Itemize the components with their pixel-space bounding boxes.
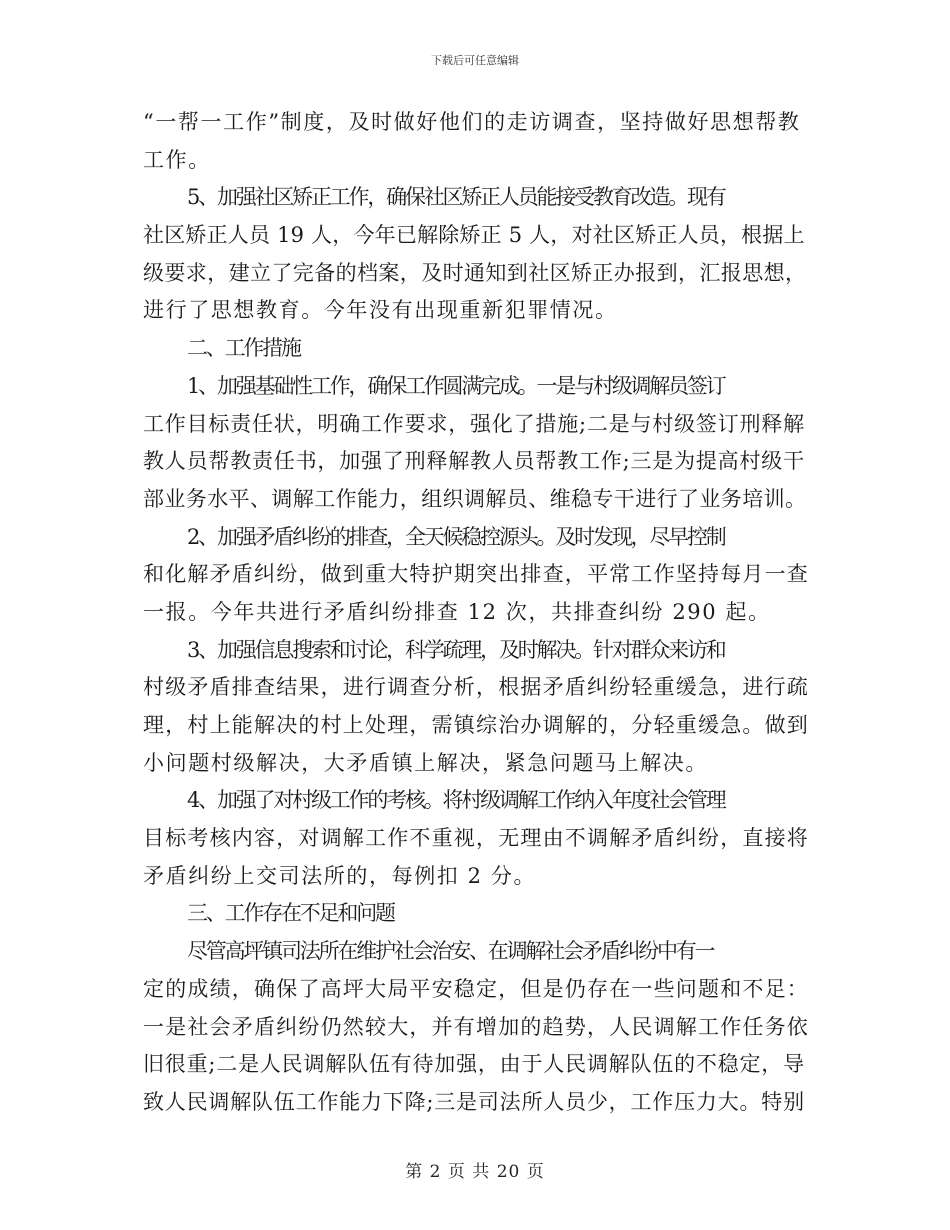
- text-line: 一是社会矛盾纠纷仍然较大，并有增加的趋势，人民调解工作任务依: [143, 1014, 809, 1039]
- page-footer: [0, 1157, 950, 1182]
- text-line: 旧很重;二是人民调解队伍有待加强，由于人民调解队伍的不稳定，导: [143, 1052, 805, 1077]
- text-line: 致人民调解队伍工作能力下降;三是司法所人员少，工作压力大。特别: [143, 1089, 805, 1114]
- page-number-label: 第 2 页 共 20 页: [405, 1162, 545, 1182]
- text-line: 一报。今年共进行矛盾纠纷排查 12 次，共排查纠纷 290 起。: [143, 599, 771, 624]
- text-line: 和化解矛盾纠纷，做到重大特护期突出排查，平常工作坚持每月一查: [143, 562, 809, 587]
- text-line: 级要求，建立了完备的档案，及时通知到社区矫正办报到，汇报思想，: [143, 260, 807, 285]
- header-note: 下载后可任意编辑: [431, 54, 519, 67]
- text-line: “一帮一工作”制度，及时做好他们的走访调查，坚持做好思想帮教: [143, 110, 801, 134]
- text-line: 部业务水平、调解工作能力，组织调解员、维稳专干进行了业务培训。: [143, 486, 807, 511]
- text-line: 4、加强了对村级工作的考核。将村级调解工作纳入年度社会管理: [187, 788, 725, 813]
- text-line: 工作。: [143, 147, 211, 172]
- text-line: 1、加强基础性工作，确保工作圆满完成。一是与村级调解员签订: [187, 373, 725, 398]
- text-line: 工作目标责任状，明确工作要求，强化了措施;二是与村级签订刑释解: [143, 411, 805, 436]
- body-text: [143, 104, 808, 1122]
- text-line: 3、加强信息搜索和讨论，科学疏理，及时解决。针对群众来访和: [187, 637, 725, 662]
- text-line: 尽管高坪镇司法所在维护社会治安、在调解社会矛盾纠纷中有一: [187, 939, 714, 964]
- text-line: 矛盾纠纷上交司法所的，每例扣 2 分。: [143, 863, 537, 888]
- text-line: 三、工作存在不足和问题: [187, 901, 394, 926]
- text-line: 村级矛盾排查结果，进行调查分析，根据矛盾纠纷轻重缓急，进行疏: [143, 675, 809, 700]
- text-line: 教人员帮教责任书，加强了刑释解教人员帮教工作;三是为提高村级干: [143, 449, 805, 474]
- text-line: 进行了思想教育。今年没有出现重新犯罪情况。: [143, 298, 618, 323]
- text-line: 小问题村级解决，大矛盾镇上解决，紧急问题马上解决。: [143, 750, 708, 775]
- text-line: 定的成绩，确保了高坪大局平安稳定，但是仍存在一些问题和不足：: [143, 976, 809, 1001]
- text-line: 5、加强社区矫正工作，确保社区矫正人员能接受教育改造。现有: [187, 185, 725, 210]
- text-line: 二、工作措施: [187, 336, 300, 361]
- text-line: 社区矫正人员 19 人，今年已解除矫正 5 人，对社区矫正人员，根据上: [143, 223, 805, 248]
- text-line: 理，村上能解决的村上处理，需镇综治办调解的，分轻重缓急。做到: [143, 713, 809, 737]
- text-line: 目标考核内容，对调解工作不重视，无理由不调解矛盾纠纷，直接将: [143, 826, 809, 851]
- text-line: 2、加强矛盾纠纷的排查，全天候稳控源头。及时发现，尽早控制: [187, 524, 725, 549]
